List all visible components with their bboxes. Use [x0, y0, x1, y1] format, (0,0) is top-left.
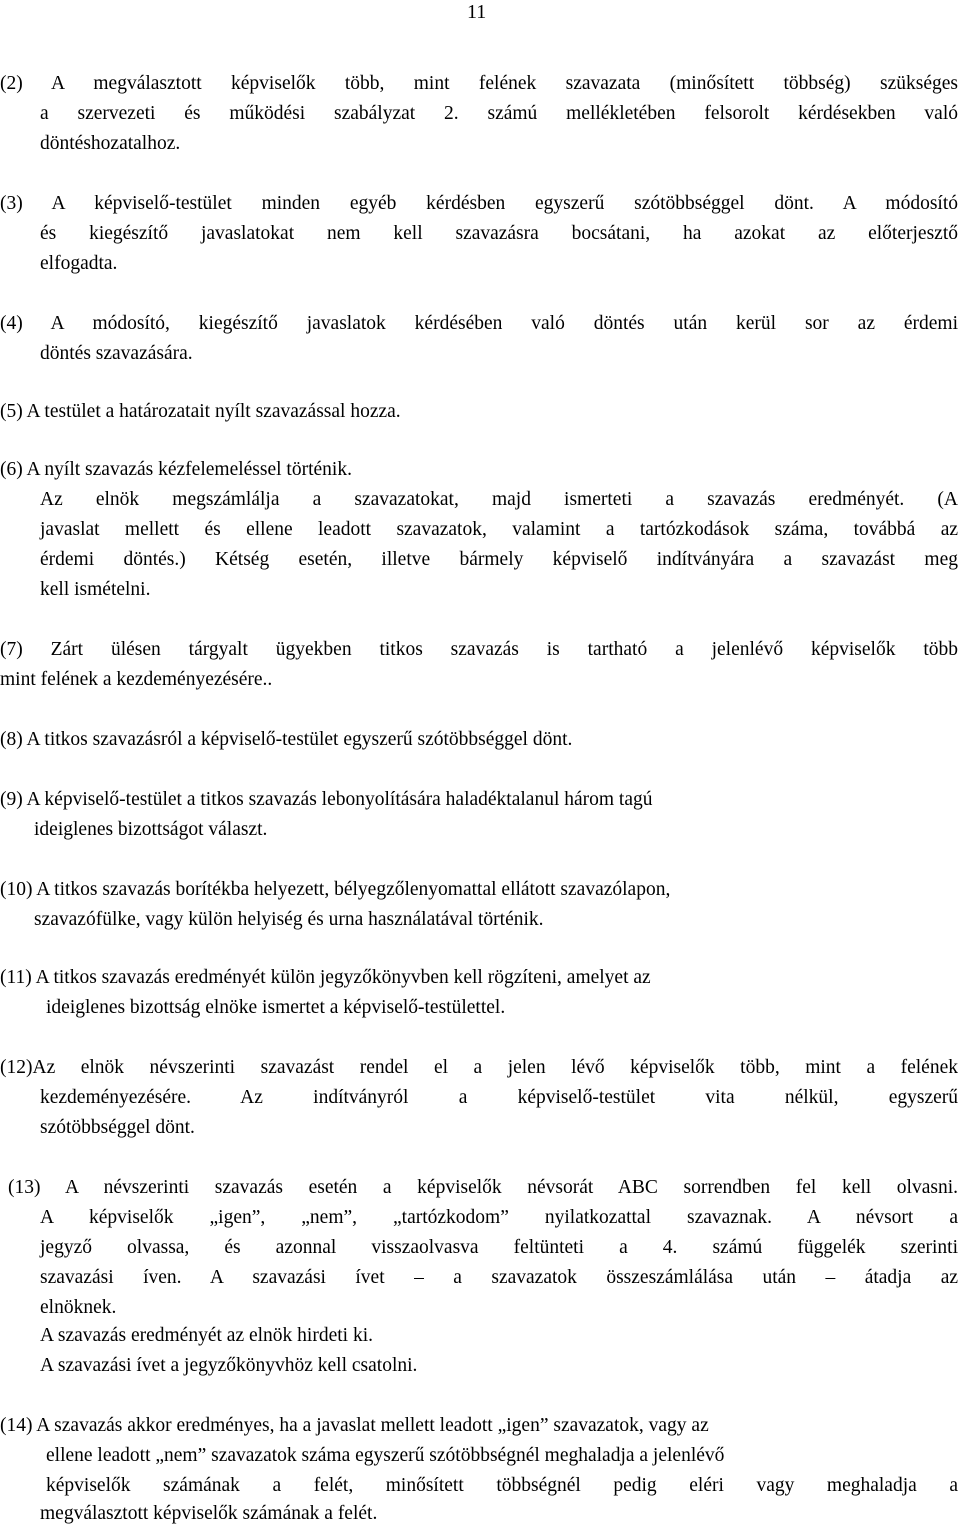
paragraph-10-line-2: szavazófülke, vagy külön helyiség és urna használatával történik. — [34, 909, 544, 930]
paragraph-14-line-2: ellene leadott „nem” szavazatok száma egyszerű szótöbbségnél meghaladja a jelenlévő — [46, 1445, 725, 1466]
paragraph-14-line-3: képviselők számának a felét, minősített többségnél pedig eléri vagy meghaladja a — [46, 1475, 958, 1496]
paragraph-2-line-2: a szervezeti és működési szabályzat 2. számú mellékletében felsorolt kérdésekben való — [40, 103, 958, 124]
paragraph-8: (8) A titkos szavazásról a képviselő-testület egyszerű szótöbbséggel dönt. — [0, 729, 573, 750]
paragraph-13-line-1: (13) A névszerinti szavazás esetén a képviselők névsorát ABC sorrendben fel kell olvasni. — [8, 1177, 958, 1198]
paragraph-13-line-2: A képviselők „igen”, „nem”, „tartózkodom” nyilatkozattal szavaznak. A névsort a — [40, 1207, 958, 1228]
paragraph-3-line-2: és kiegészítő javaslatokat nem kell szavazásra bocsátani, ha azokat az előterjesztő — [40, 223, 958, 244]
paragraph-10-line-1: (10) A titkos szavazás borítékba helyezett, bélyegzőlenyomattal ellátott szavazólapon, — [0, 879, 671, 900]
paragraph-7-line-2: mint felének a kezdeményezésére.. — [0, 669, 273, 690]
paragraph-13-line-7: A szavazási ívet a jegyzőkönyvhöz kell csatolni. — [40, 1355, 418, 1376]
paragraph-13-line-5: elnöknek. — [40, 1297, 117, 1318]
paragraph-11-line-2: ideiglenes bizottság elnöke ismertet a képviselő-testülettel. — [46, 997, 506, 1018]
paragraph-6-line-3: javaslat mellett és ellene leadott szavazatok, valamint a tartózkodások száma, továbbá az — [40, 519, 958, 540]
paragraph-12-line-2: kezdeményezésére. Az indítványról a képviselő-testület vita nélkül, egyszerű — [40, 1087, 958, 1108]
paragraph-9-line-2: ideiglenes bizottságot választ. — [34, 819, 268, 840]
paragraph-13-line-6: A szavazás eredményét az elnök hirdeti ki. — [40, 1325, 373, 1346]
paragraph-6-line-4: érdemi döntés.) Kétség esetén, illetve bármely képviselő indítványára a szavazást meg — [40, 549, 958, 570]
paragraph-12-line-3: szótöbbséggel dönt. — [40, 1117, 195, 1138]
paragraph-5: (5) A testület a határozatait nyílt szavazással hozza. — [0, 401, 401, 422]
paragraph-11-line-1: (11) A titkos szavazás eredményét külön jegyzőkönyvben kell rögzíteni, amelyet az — [0, 967, 651, 988]
paragraph-13-line-4: szavazási íven. A szavazási ívet – a szavazatok összeszámlálása után – átadja az — [40, 1267, 958, 1288]
paragraph-4-line-2: döntés szavazására. — [40, 343, 193, 364]
paragraph-2-line-3: döntéshozatalhoz. — [40, 133, 181, 154]
paragraph-9-line-1: (9) A képviselő-testület a titkos szavazás lebonyolítására haladéktalanul három tagú — [0, 789, 653, 810]
paragraph-7-line-1: (7) Zárt ülésen tárgyalt ügyekben titkos szavazás is tartható a jelenlévő képviselők több — [0, 639, 958, 660]
paragraph-4-line-1: (4) A módosító, kiegészítő javaslatok kérdésében való döntés után kerül sor az érdemi — [0, 313, 958, 334]
paragraph-3-line-3: elfogadta. — [40, 253, 118, 274]
paragraph-12-line-1: (12)Az elnök névszerinti szavazást rendel el a jelen lévő képviselők több, mint a felének — [0, 1057, 958, 1078]
paragraph-14-line-4: megválasztott képviselők számának a felét. — [40, 1503, 378, 1524]
paragraph-6-line-2: Az elnök megszámlálja a szavazatokat, majd ismerteti a szavazás eredményét. (A — [40, 489, 958, 510]
paragraph-6-line-5: kell ismételni. — [40, 579, 151, 600]
page-number: 11 — [467, 1, 487, 23]
paragraph-2-line-1: (2) A megválasztott képviselők több, mint felének szavazata (minősített többség) szükséges — [0, 73, 958, 94]
paragraph-13-line-3: jegyző olvassa, és azonnal visszaolvasva feltünteti a 4. számú függelék szerinti — [40, 1237, 958, 1258]
paragraph-14-line-1: (14) A szavazás akkor eredményes, ha a javaslat mellett leadott „igen” szavazatok, vagy az — [0, 1415, 709, 1436]
paragraph-3-line-1: (3) A képviselő-testület minden egyéb kérdésben egyszerű szótöbbséggel dönt. A módosító — [0, 193, 958, 214]
paragraph-6-line-1: (6) A nyílt szavazás kézfelemeléssel történik. — [0, 459, 352, 480]
